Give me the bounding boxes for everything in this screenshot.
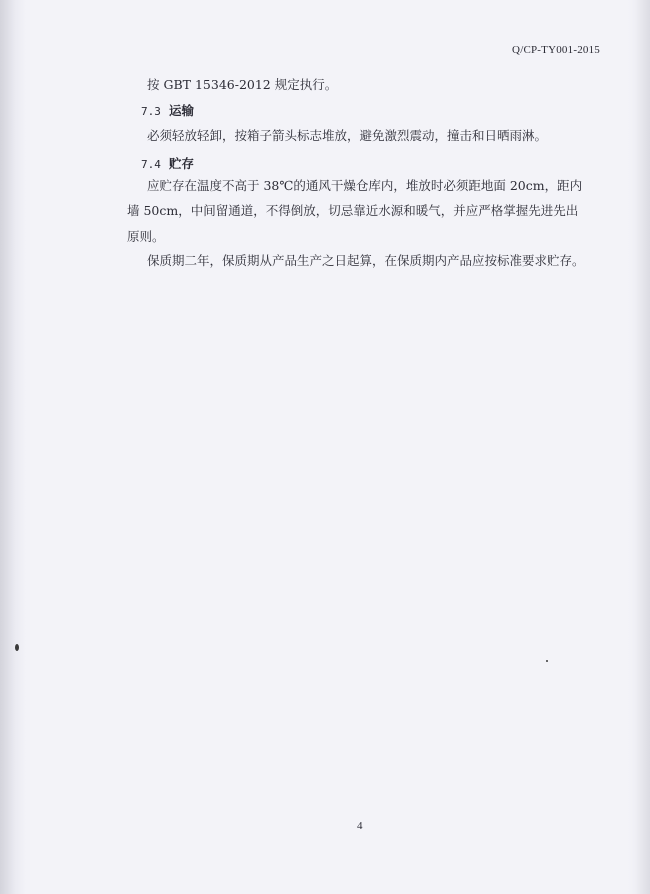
page-number: 4 <box>357 820 363 832</box>
page-right-shadow <box>628 0 650 894</box>
section-heading-7-3 <box>141 102 194 121</box>
document-id: Q/CP-TY001-2015 <box>512 44 600 56</box>
paragraph-shelf-life: 保质期二年，保质期从产品生产之日起算，在保质期内产品应按标准要求贮存。 <box>147 253 585 268</box>
section-title: 贮存 <box>169 156 195 171</box>
section-title: 运输 <box>169 103 195 118</box>
page-left-shadow <box>0 0 26 894</box>
scan-speck <box>15 644 19 651</box>
section-number: 7.3 <box>141 105 161 118</box>
section-heading-7-4 <box>141 155 194 174</box>
paragraph-storage-line-2: 墙 50cm，中间留通道，不得倒放，切忌靠近水源和暖气，并应严格掌握先进先出 <box>127 203 579 218</box>
paragraph-transport: 必须轻放轻卸，按箱子箭头标志堆放，避免激烈震动，撞击和日晒雨淋。 <box>147 128 548 143</box>
paragraph-standard-reference: 按 GBT 15346-2012 规定执行。 <box>147 77 338 92</box>
paragraph-storage-line-3: 原则。 <box>127 229 165 244</box>
paragraph-storage-line-1: 应贮存在温度不高于 38℃的通风干燥仓库内，堆放时必须距地面 20cm，距内 <box>147 178 583 193</box>
scan-speck <box>546 660 548 662</box>
section-number: 7.4 <box>141 158 161 171</box>
